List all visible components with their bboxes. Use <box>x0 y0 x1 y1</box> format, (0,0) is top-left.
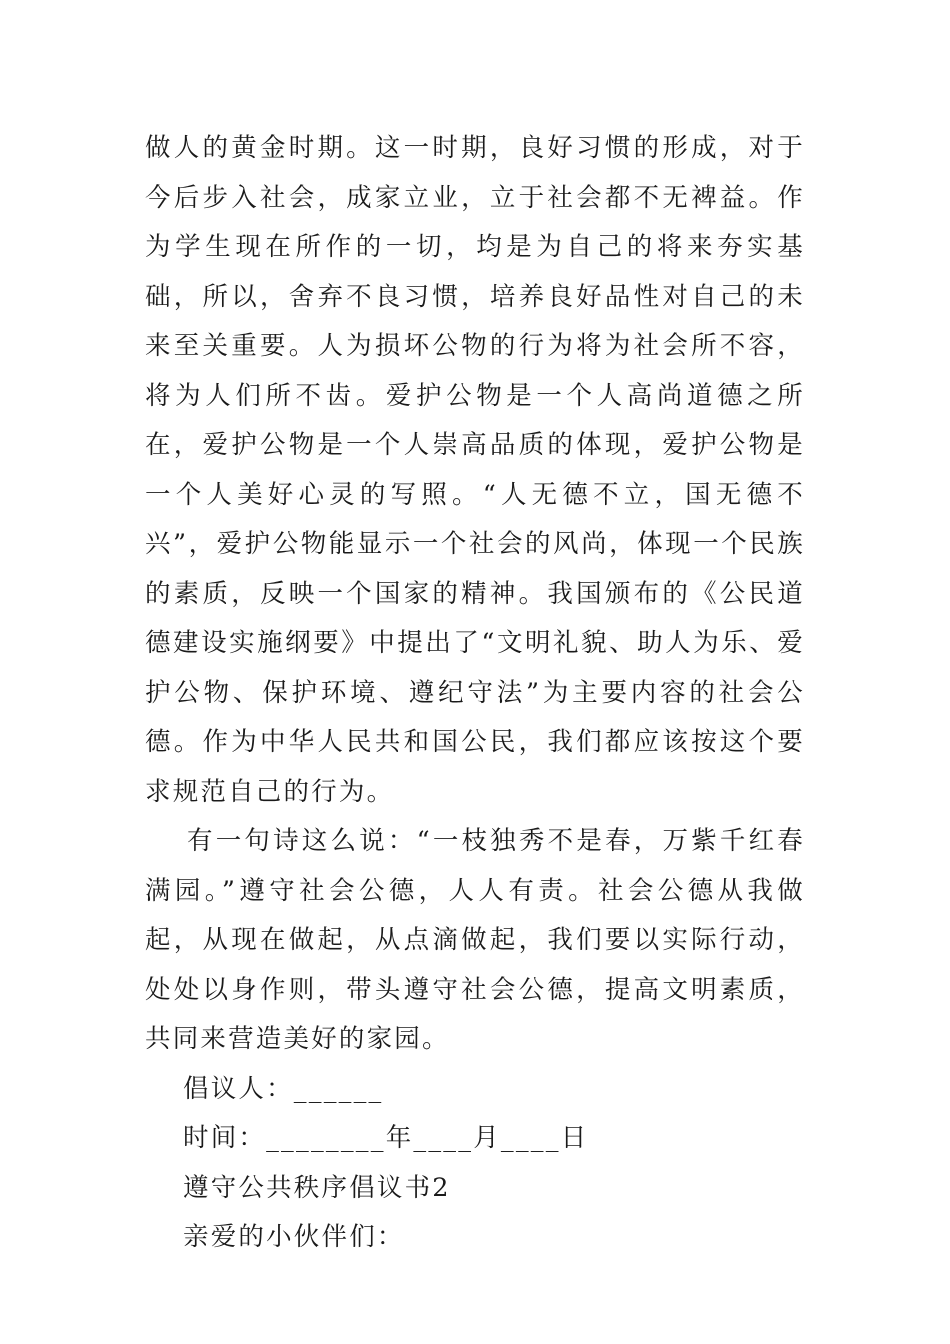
body-paragraph-2: 有一句诗这么说：“一枝独秀不是春，万紫千红春满园。”遵守社会公德，人人有责。社会公德从我做起，从现在做起，从点滴做起，我们要以实际行动，处处以身作则，带头遵守社会公德，提高文明素质，共同来营造美好的家园。 <box>145 826 805 1054</box>
proposer-line: 倡议人：______ <box>183 1073 384 1104</box>
salutation: 亲爱的小伙伴们： <box>183 1222 405 1252</box>
section-title: 遵守公共秩序倡议书2 <box>183 1172 451 1203</box>
time-line: 时间：________年____月____日 <box>183 1123 589 1153</box>
body-paragraph-1: 做人的黄金时期。这一时期，良好习惯的形成，对于今后步入社会，成家立业，立于社会都不无裨益。作为学生现在所作的一切，均是为自己的将来夯实基础，所以，舍弃不良习惯，培养良好品性对自己的未来至关重要。人为损坏公物的行为将为社会所不容，将为人们所不齿。爱护公物是一个人高尚道德之所在，爱护公物是一个人崇高品质的体现，爱护公物是一个人美好心灵的写照。“人无德不立，国无德不兴”，爱护公物能显示一个社会的风尚，体现一个民族的素质，反映一个国家的精神。我国颁布的《公民道德建设实施纲要》中提出了“文明礼貌、助人为乐、爱护公物、保护环境、遵纪守法”为主要内容的社会公德。作为中华人民共和国公民，我们都应该按这个要求规范自己的行为。 <box>145 133 805 807</box>
document-page <box>145 124 805 1263</box>
